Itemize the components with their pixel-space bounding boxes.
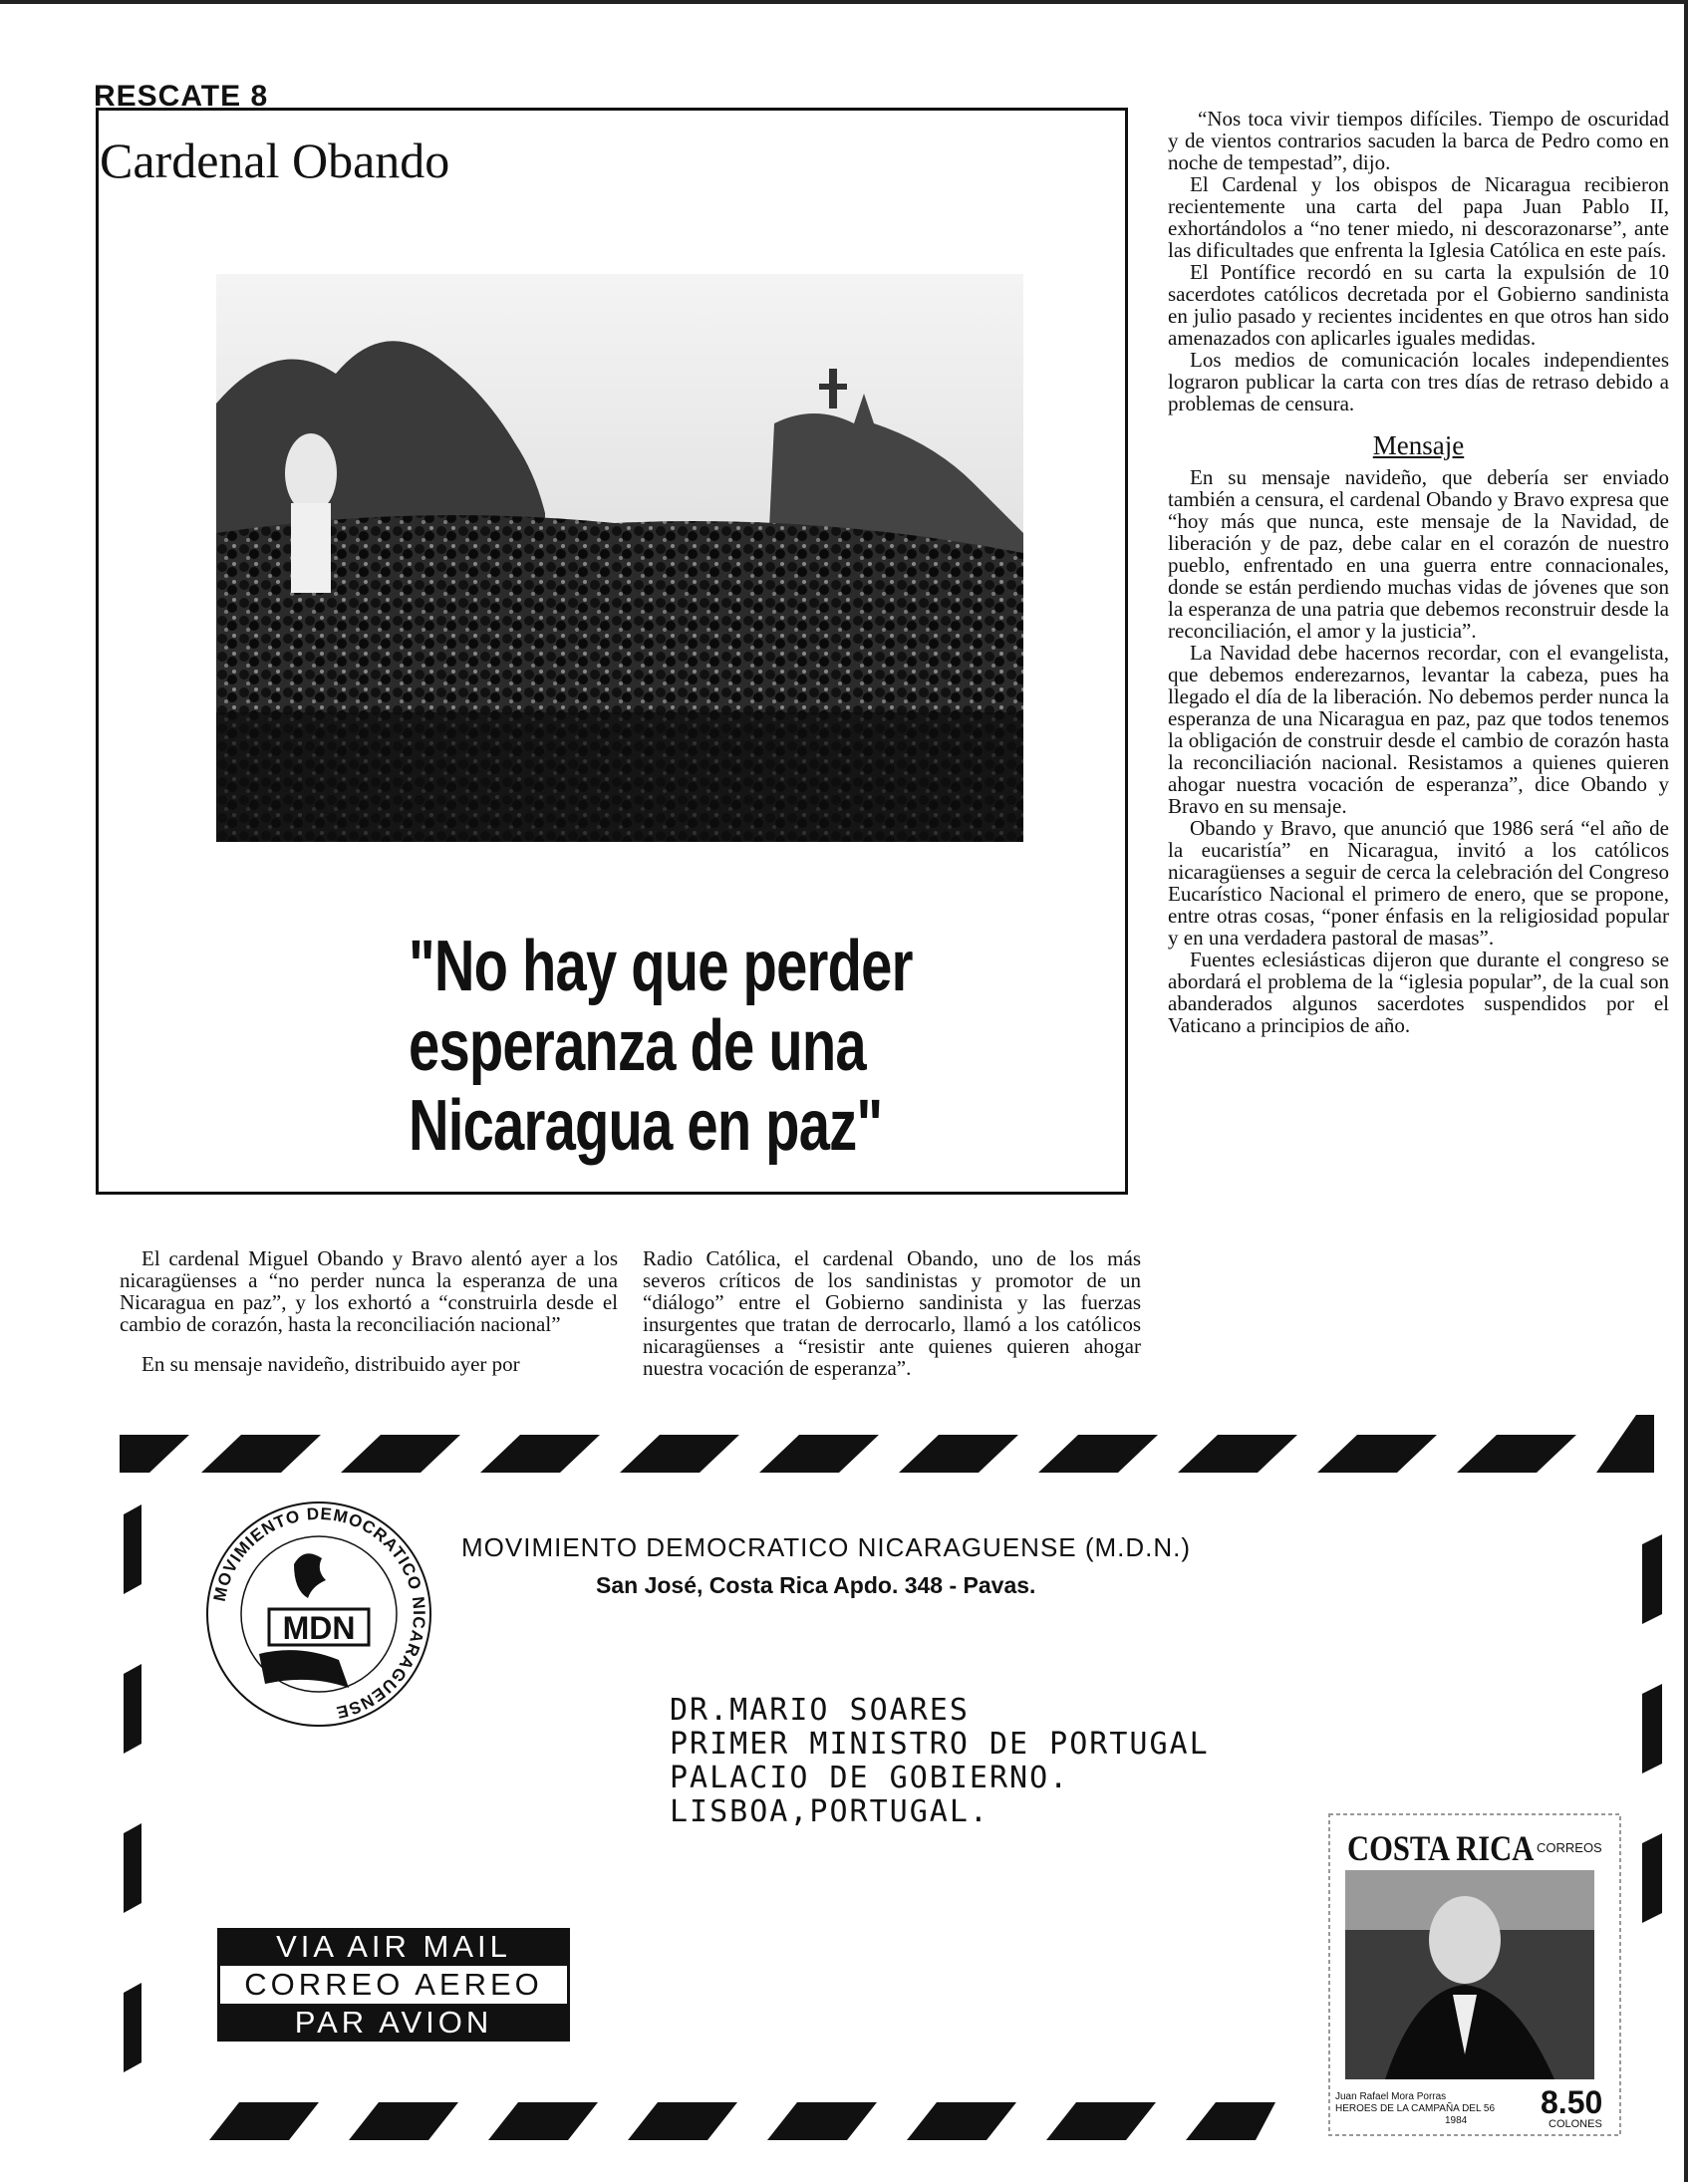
airmail-label	[217, 1928, 570, 2042]
addressee-line: PALACIO DE GOBIERNO.	[670, 1761, 1070, 1795]
addressee-line: PRIMER MINISTRO DE PORTUGAL	[670, 1727, 1210, 1762]
paragraph: Fuentes eclesiásticas dijeron que durante el congreso se abordará el problema de la “iglesia popular”, de la cual son abanderados algunos sacerdotes suspendidos por el Vaticano a principios de año.	[1168, 948, 1669, 1037]
byline: Cardenal Obando	[100, 133, 450, 188]
airmail-line: CORREO AEREO	[217, 1966, 570, 2004]
headline-line-1: "No hay que perder	[409, 927, 913, 1006]
stamp-caption-line: Juan Rafael Mora Porras	[1335, 2091, 1447, 2102]
mdn-logo	[199, 1495, 438, 1734]
flag-icon	[259, 1650, 349, 1688]
section-label: RESCATE 8	[94, 80, 269, 113]
stamp-caption	[1335, 2091, 1495, 2127]
paragraph: El cardenal Miguel Obando y Bravo alentó ayer a los nicaragüenses a “no perder nunca la esperanza de una Nicaragua en paz”, y los exhortó a “construirla desde el cambio de corazón, hasta la reconciliación nacional”	[120, 1246, 618, 1336]
headline-line-3: Nicaragua en paz"	[409, 1086, 883, 1166]
logo-letters: MDN	[282, 1610, 356, 1646]
paragraph: La Navidad debe hacernos recordar, con el evangelista, que debemos enderezarnos, levantar la cabeza, pues ha llegado el día de la liberación. No debemos perder nunca la esperanza de una Nicaragua en paz, paz que todos tenemos la obligación de construir desde el cambio de corazón hasta la reconciliación nacional. Resistamos a quienes quieren ahogar nuestra vocación de esperanza”, dice Obando y Bravo en su mensaje.	[1168, 641, 1669, 818]
addressee-line: LISBOA,PORTUGAL.	[670, 1794, 989, 1829]
paragraph: Radio Católica, el cardenal Obando, uno de los más severos críticos de los sandinistas y promotor de un “diálogo” entre el Gobierno sandinista y las fuerzas insurgentes que tratan de derrocarlo, llamó a los católicos nicaragüenses a “resistir ante quienes quieren ahogar nuestra vocación de esperanza”.	[643, 1246, 1141, 1380]
airmail-line: VIA AIR MAIL	[217, 1928, 570, 1966]
sender-address: San José, Costa Rica Apdo. 348 - Pavas.	[596, 1572, 1036, 1598]
stamp-country: COSTA RICA	[1347, 1828, 1535, 1868]
mdn-seal-icon	[199, 1495, 438, 1734]
stamp-correos: CORREOS	[1537, 1840, 1602, 1855]
logo-ring-text: MOVIMIENTO DEMOCRATICO NICARAGUENSE	[209, 1503, 429, 1723]
stamp-value: 8.50	[1541, 2084, 1603, 2120]
paragraph: El Cardenal y los obispos de Nicaragua recibieron recientemente una carta del papa Juan Pablo II, exhortándolos a “no tener miedo, ni descorazonarse”, ante las dificultades que enfrenta la Iglesia Católica en este país.	[1168, 172, 1669, 262]
paragraph: El Pontífice recordó en su carta la expulsión de 10 sacerdotes católicos decretada por el Gobierno sandinista en julio pasado y recientes incidentes en que otros han sido amenazados con aplicarles iguales medidas.	[1168, 260, 1669, 350]
paragraph: Obando y Bravo, que anunció que 1986 será “el año de la eucaristía” en Nicaragua, invitó a los católicos nicaragüenses a seguir de cerca la celebración del Congreso Eucarístico Nacional el primero de enero, que se propone, entre otras cosas, “poner énfasis en la religiosidad popular y en una verdadera pastoral de masas”.	[1168, 816, 1669, 950]
subhead: Mensaje	[1372, 430, 1465, 460]
paragraph: “Nos toca vivir tiempos difíciles. Tiempo de oscuridad y de vientos contrarios sacuden la barca de Pedro como en noche de tempestad”, dijo.	[1168, 107, 1669, 174]
paragraph: Los medios de comunicación locales independientes lograron publicar la carta con tres días de retraso debido a problemas de censura.	[1168, 348, 1669, 415]
addressee-block	[670, 1694, 1210, 1829]
stamp-caption-line: 1984	[1445, 2115, 1468, 2126]
paragraph: En su mensaje navideño, distribuido ayer por	[141, 1352, 520, 1376]
headline-line-2: esperanza de una	[409, 1006, 866, 1086]
paragraph: En su mensaje navideño, que debería ser enviado también a censura, el cardenal Obando y Bravo expresa que “hoy más que nunca, este mensaje de la Navidad, de liberación y de paz, debe calar en el corazón de nuestro pueblo, enfrentado en una guerra entre connacionales, donde se están perdiendo muchas vidas de jóvenes que son la esperanza de una patria que debemos reconstruir desde la reconciliación, el amor y la justicia”.	[1168, 465, 1669, 643]
sender-name: MOVIMIENTO DEMOCRATICO NICARAGUENSE (M.D.N.)	[461, 1532, 1192, 1562]
rooster-icon	[294, 1553, 326, 1598]
stamp-unit: COLONES	[1549, 2118, 1602, 2130]
airmail-line: PAR AVION	[217, 2004, 570, 2042]
stamp-caption-line: HEROES DE LA CAMPAÑA DEL 56	[1335, 2103, 1496, 2114]
addressee-line: DR.MARIO SOARES	[670, 1693, 970, 1728]
